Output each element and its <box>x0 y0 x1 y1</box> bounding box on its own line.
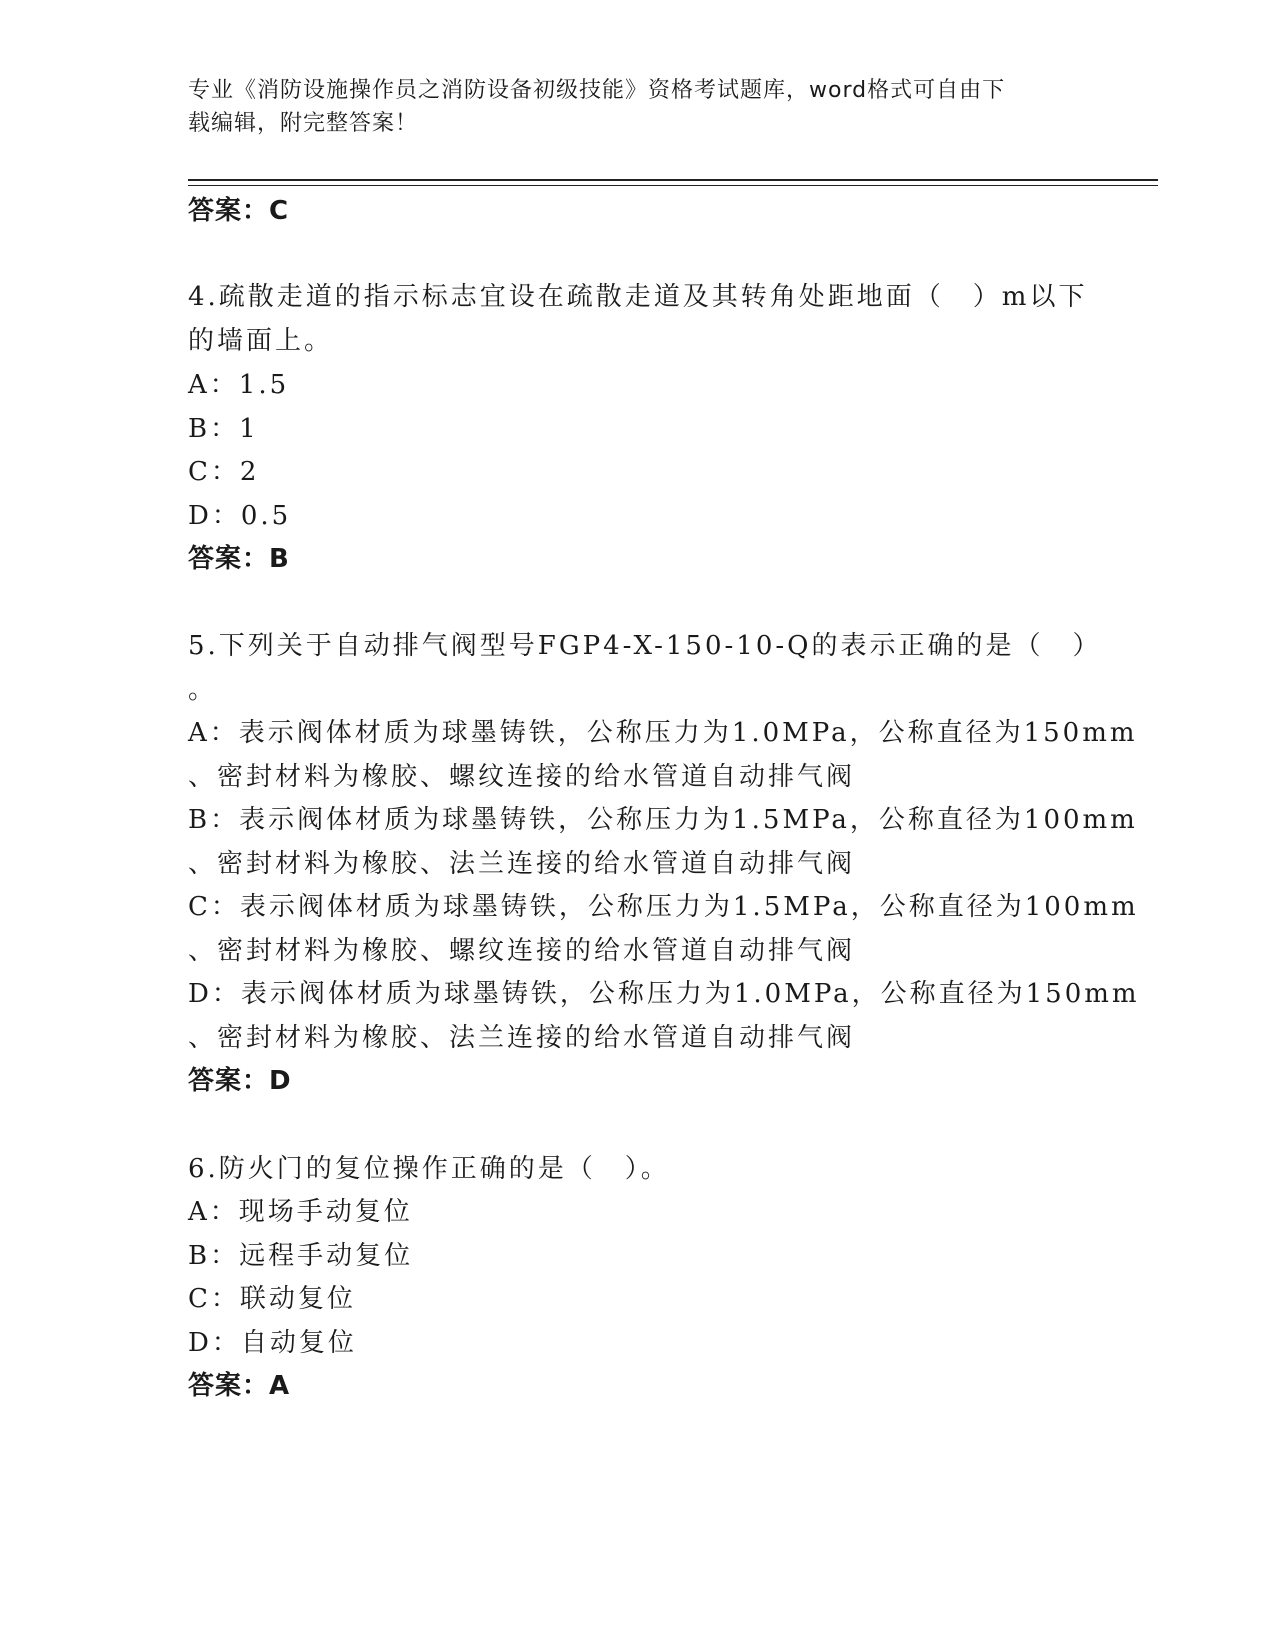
question-5-option-c-line-1: C：表示阀体材质为球墨铸铁，公称压力为1.5MPa，公称直径为100mm <box>188 892 1139 922</box>
question-5-answer: 答案：D <box>188 1066 292 1096</box>
question-4-option-c: C：2 <box>188 457 260 487</box>
question-5-option-b-line-2: 、密封材料为橡胶、法兰连接的给水管道自动排气阀 <box>188 849 856 879</box>
question-6-option-c: C：联动复位 <box>188 1284 356 1314</box>
header-line-2: 载编辑，附完整答案！ <box>188 111 419 136</box>
question-5-option-d-line-1: D：表示阀体材质为球墨铸铁，公称压力为1.0MPa，公称直径为150mm <box>188 979 1140 1009</box>
question-5-stem-line-2: 。 <box>188 675 218 705</box>
question-6-stem-line-1: 6.防火门的复位操作正确的是（ ）。 <box>188 1154 670 1184</box>
header-rule-thin <box>188 185 1158 186</box>
question-4-stem-line-2: 的墙面上。 <box>188 326 334 356</box>
prev-answer: 答案：C <box>188 196 290 226</box>
document-header <box>188 74 1088 140</box>
question-4-option-a: A：1.5 <box>188 370 290 400</box>
question-4-stem-line-1: 4.疏散走道的指示标志宜设在疏散走道及其转角处距地面（ ）m以下 <box>188 282 1088 312</box>
header-rule-thick <box>188 179 1158 181</box>
question-4-answer: 答案：B <box>188 544 290 574</box>
question-6-option-d: D：自动复位 <box>188 1328 357 1358</box>
question-6-option-a: A：现场手动复位 <box>188 1197 413 1227</box>
question-4-option-d: D：0.5 <box>188 501 292 531</box>
question-5-option-a-line-1: A：表示阀体材质为球墨铸铁，公称压力为1.0MPa，公称直径为150mm <box>188 718 1138 748</box>
question-5-option-a-line-2: 、密封材料为橡胶、螺纹连接的给水管道自动排气阀 <box>188 762 856 792</box>
question-5-option-b-line-1: B：表示阀体材质为球墨铸铁，公称压力为1.5MPa，公称直径为100mm <box>188 805 1138 835</box>
question-4-option-b: B：1 <box>188 414 259 444</box>
header-line-1: 专业《消防设施操作员之消防设备初级技能》资格考试题库，word格式可自由下 <box>188 78 1006 103</box>
question-5-option-c-line-2: 、密封材料为橡胶、螺纹连接的给水管道自动排气阀 <box>188 936 856 966</box>
question-5-option-d-line-2: 、密封材料为橡胶、法兰连接的给水管道自动排气阀 <box>188 1023 856 1053</box>
question-6-option-b: B：远程手动复位 <box>188 1241 414 1271</box>
question-5-stem-line-1: 5.下列关于自动排气阀型号FGP4-X-150-10-Q的表示正确的是（ ） <box>188 631 1102 661</box>
question-6-answer: 答案：A <box>188 1371 291 1401</box>
